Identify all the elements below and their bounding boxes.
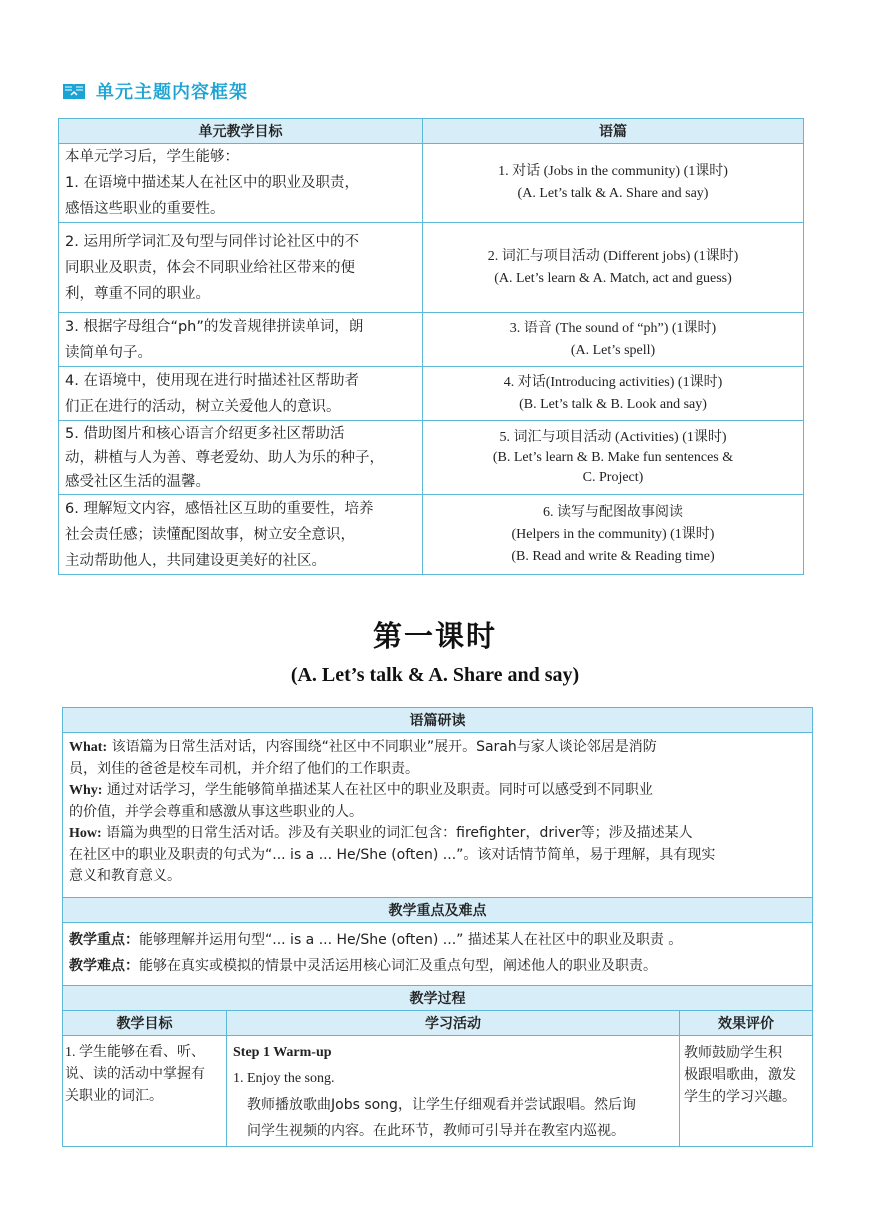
column-header: 学习活动 bbox=[227, 1011, 680, 1036]
table-row bbox=[59, 421, 804, 495]
unit-framework-table bbox=[58, 118, 804, 575]
lesson-plan-table bbox=[62, 707, 813, 1147]
focus-header: 教学重点及难点 bbox=[63, 898, 813, 923]
activity-description: 教师播放歌曲Jobs song，让学生仔细观看并尝试跟唱。然后询 问学生视频的内容。在此环节，教师可引导并在教室内巡视。 bbox=[247, 1097, 636, 1139]
key-point: 教学重点：能够理解并运用句型“... is a ... He/She (often) ...” 描述某人在社区中的职业及职责 。 bbox=[69, 932, 683, 948]
section-title: 单元主题内容框架 bbox=[96, 82, 248, 103]
goal-cell: 6. 理解短文内容，感悟社区互助的重要性，培养 社会责任感；读懂配图故事，树立安全意识， 主动帮助他人，共同建设更美好的社区。 bbox=[59, 495, 423, 575]
analysis-body bbox=[63, 733, 813, 898]
table-row bbox=[59, 144, 804, 223]
text-cell: 3. 语音 (The sound of “ph”) (1课时) (A. Let’s spell) bbox=[423, 313, 804, 367]
analysis-header: 语篇研读 bbox=[63, 708, 813, 733]
goal-cell: 2. 运用所学词汇及句型与同伴讨论社区中的不 同职业及职责，体会不同职业给社区带来的便 利，尊重不同的职业。 bbox=[59, 223, 423, 313]
lesson-title: 第一课时 bbox=[372, 619, 497, 653]
table-row bbox=[59, 223, 804, 313]
column-header: 语篇 bbox=[423, 119, 804, 144]
evaluation-cell: 教师鼓励学生积 极跟唱歌曲，激发 学生的学习兴趣。 bbox=[680, 1036, 813, 1147]
table-row bbox=[59, 495, 804, 575]
column-header: 效果评价 bbox=[680, 1011, 813, 1036]
activity-item: 1. Enjoy the song. bbox=[233, 1071, 335, 1086]
goal-cell: 本单元学习后，学生能够： 1. 在语境中描述某人在社区中的职业及职责， 感悟这些职业的重要性。 bbox=[59, 144, 423, 223]
table-row bbox=[59, 313, 804, 367]
text-cell: 4. 对话(Introducing activities) (1课时) (B. Let’s talk & B. Look and say) bbox=[423, 367, 804, 421]
goal-cell: 4. 在语境中，使用现在进行时描述社区帮助者 们正在进行的活动，树立关爱他人的意识。 bbox=[59, 367, 423, 421]
why-paragraph: Why: 通过对话学习，学生能够简单描述某人在社区中的职业及职责。同时可以感受到不同职业 的价值，并学会尊重和感激从事这些职业的人。 bbox=[69, 782, 653, 820]
goal-cell: 5. 借助图片和核心语言介绍更多社区帮助活 动，耕植与人为善、尊老爱幼、助人为乐的种子， 感受社区生活的温馨。 bbox=[59, 421, 423, 495]
table-header-row bbox=[59, 119, 804, 144]
section-header bbox=[62, 78, 248, 104]
difficult-point: 教学难点：能够在真实或模拟的情景中灵活运用核心词汇及重点句型，阐述他人的职业及职责。 bbox=[69, 958, 657, 974]
process-header: 教学过程 bbox=[63, 986, 813, 1011]
text-cell: 1. 对话 (Jobs in the community) (1课时) (A. Let’s talk & A. Share and say) bbox=[423, 144, 804, 223]
book-icon bbox=[62, 81, 86, 101]
column-header: 单元教学目标 bbox=[59, 119, 423, 144]
goal-cell: 1. 学生能够在看、听、 说、读的活动中掌握有 关职业的词汇。 bbox=[63, 1036, 227, 1147]
column-header: 教学目标 bbox=[63, 1011, 227, 1036]
focus-body bbox=[63, 923, 813, 986]
text-cell: 6. 读写与配图故事阅读 (Helpers in the community) (1课时) (B. Read and write & Reading time) bbox=[423, 495, 804, 575]
what-paragraph: What: 该语篇为日常生活对话，内容围绕“社区中不同职业”展开。Sarah与家人谈论邻居是消防 员，刘佳的爸爸是校车司机，并介绍了他们的工作职责。 bbox=[69, 739, 657, 777]
how-paragraph: How: 语篇为典型的日常生活对话。涉及有关职业的词汇包含：firefighter，driver等；涉及描述某人 在社区中的职业及职责的句式为“... is a ... He/She (often) ...”。该对话情节简单，易于理解，具有现实 意义和教育意义。 bbox=[69, 825, 716, 884]
activity-cell bbox=[227, 1036, 680, 1147]
table-row bbox=[59, 367, 804, 421]
text-cell: 2. 词汇与项目活动 (Different jobs) (1课时) (A. Let’s learn & A. Match, act and guess) bbox=[423, 223, 804, 313]
lesson-subtitle: (A. Let’s talk & A. Share and say) bbox=[290, 664, 580, 686]
step-title: Step 1 Warm-up bbox=[233, 1045, 332, 1060]
text-cell: 5. 词汇与项目活动 (Activities) (1课时) (B. Let’s learn & B. Make fun sentences & C. Project) bbox=[423, 421, 804, 495]
goal-cell: 3. 根据字母组合“ph”的发音规律拼读单词，朗 读简单句子。 bbox=[59, 313, 423, 367]
